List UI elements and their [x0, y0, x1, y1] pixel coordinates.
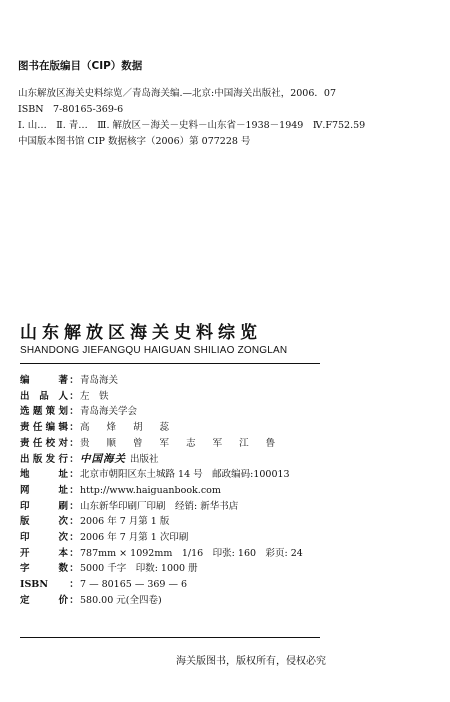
detail-label: 版 次: [20, 516, 68, 528]
detail-label: 定 价: [20, 594, 68, 606]
cip-isbn-line: ISBN 7-80165-369-6: [18, 104, 124, 115]
detail-row: [20, 451, 159, 466]
detail-value: 山东新华印刷厂印刷 经销: 新华书店: [80, 500, 239, 512]
detail-value: 7 — 80165 — 369 — 6: [80, 579, 188, 591]
cip-catalog-line: 山东解放区海关史料综览／青岛海关编.—北京:中国海关出版社，2006．07: [18, 88, 336, 99]
detail-colon: ：: [69, 390, 79, 402]
book-title: 山东解放区海关史料综览: [20, 323, 262, 343]
detail-value: 2006 年 7 月第 1 次印刷: [80, 532, 189, 543]
cip-data-number-line: 中国版本图书馆 CIP 数据核字（2006）第 077228 号: [18, 136, 251, 147]
publisher-logo: 中国海关: [80, 452, 126, 465]
detail-value: 贵 顺 曾 军 志 军 江 鲁: [80, 437, 283, 449]
bottom-rule: [20, 637, 320, 638]
detail-colon: ：: [69, 516, 79, 528]
detail-value: 高 烽 胡 蕊: [80, 422, 177, 434]
detail-row: [20, 419, 176, 434]
detail-label: 责任校对: [20, 437, 68, 449]
detail-row: [20, 482, 221, 497]
detail-label: 开 本: [20, 547, 68, 559]
detail-label: 地 址: [20, 469, 68, 481]
detail-label: 字 数: [20, 563, 68, 575]
detail-colon: ：: [69, 500, 79, 512]
detail-value-text: 出版社: [130, 453, 159, 465]
top-rule: [20, 363, 320, 364]
detail-label: 出版发行: [20, 453, 68, 465]
detail-value: 580.00 元(全四卷): [80, 594, 162, 606]
detail-row: [20, 529, 188, 544]
detail-colon: ：: [69, 437, 79, 449]
detail-value: 5000 千字 印数: 1000 册: [80, 563, 198, 575]
detail-value: [80, 451, 159, 466]
detail-value: 787mm × 1092mm 1/16 印张: 160 彩页: 24: [80, 547, 303, 559]
cip-subject-line: Ⅰ. 山… Ⅱ. 青… Ⅲ. 解放区－海关－史料－山东省－1938－1949 Ⅳ.F752.59: [18, 120, 366, 131]
detail-value: 青岛海关: [80, 375, 119, 386]
detail-row: [20, 513, 169, 528]
detail-row: [20, 576, 187, 591]
detail-colon: ：: [69, 579, 79, 591]
detail-colon: ：: [69, 563, 79, 575]
detail-row: [20, 372, 118, 387]
detail-colon: ：: [69, 484, 79, 496]
detail-label: 印 刷: [20, 500, 68, 512]
detail-row: [20, 403, 137, 418]
detail-row: [20, 560, 198, 575]
detail-label: ISBN: [20, 579, 49, 591]
detail-value: 青岛海关学会: [80, 406, 138, 418]
detail-row: [20, 498, 238, 513]
detail-row: [20, 545, 303, 560]
detail-colon: ：: [69, 422, 79, 434]
detail-colon: ：: [69, 594, 79, 606]
detail-label: 出品人: [20, 390, 68, 402]
detail-value: 左 铁: [80, 390, 109, 402]
book-title-pinyin: SHANDONG JIEFANGQU HAIGUAN SHILIAO ZONGLAN: [20, 345, 288, 356]
detail-row: [20, 435, 282, 450]
detail-label: 选题策划: [20, 406, 68, 418]
detail-row: [20, 388, 109, 403]
detail-colon: ：: [69, 375, 79, 386]
detail-colon: ：: [69, 532, 79, 543]
detail-label: 网 址: [20, 484, 68, 496]
detail-colon: ：: [69, 453, 79, 465]
detail-value: http://www.haiguanbook.com: [80, 484, 221, 496]
detail-value: 北京市朝阳区东土城路 14 号 邮政编码:100013: [80, 469, 290, 481]
detail-colon: ：: [69, 469, 79, 481]
detail-colon: ：: [69, 406, 79, 418]
detail-label: 责任编辑: [20, 422, 68, 434]
detail-value: 2006 年 7 月第 1 版: [80, 516, 170, 528]
detail-label: 印 次: [20, 532, 68, 543]
detail-label: 编 著: [20, 375, 68, 386]
copyright-notice: 海关版图书，版权所有，侵权必究: [176, 656, 326, 667]
detail-row: [20, 466, 290, 481]
detail-row: [20, 592, 162, 607]
detail-colon: ：: [69, 547, 79, 559]
cip-heading: 图书在版编目（CIP）数据: [18, 60, 143, 72]
